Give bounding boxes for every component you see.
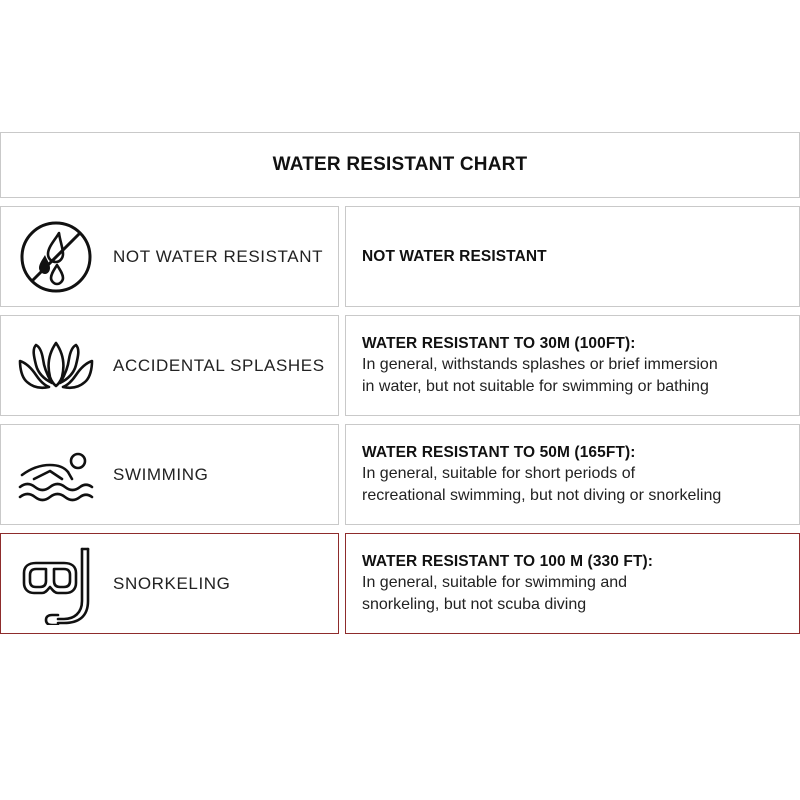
row-not-water-resistant-label-cell	[0, 206, 339, 307]
water-splash-icon	[13, 323, 99, 409]
snorkel-mask-icon	[13, 541, 99, 627]
row-swimming-info-cell	[345, 424, 800, 525]
row-description: In general, suitable for short periods of recreational swimming, but not diving or snorkeling	[362, 465, 722, 504]
row-description: In general, withstands splashes or brief immersion in water, but not suitable for swimming or bathing	[362, 356, 718, 395]
chart-title: WATER RESISTANT CHART	[272, 154, 528, 175]
row-label: SNORKELING	[113, 573, 231, 593]
row-heading: WATER RESISTANT TO 100 M (330 FT):	[362, 553, 654, 570]
row-description: In general, suitable for swimming and snorkeling, but not scuba diving	[362, 574, 628, 613]
row-heading: WATER RESISTANT TO 30M (100FT):	[362, 335, 636, 352]
row-swimming-label-cell	[0, 424, 339, 525]
row-label: SWIMMING	[113, 464, 209, 484]
no-water-drops-icon	[13, 214, 99, 300]
chart-title-box	[0, 132, 800, 198]
row-snorkeling-info-cell	[345, 533, 800, 634]
row-heading: NOT WATER RESISTANT	[362, 248, 547, 265]
row-heading: WATER RESISTANT TO 50M (165FT):	[362, 444, 636, 461]
row-accidental-splashes-info-cell	[345, 315, 800, 416]
row-not-water-resistant-info-cell	[345, 206, 800, 307]
row-accidental-splashes-label-cell	[0, 315, 339, 416]
swimmer-icon	[13, 432, 99, 518]
row-label: NOT WATER RESISTANT	[113, 246, 324, 266]
row-label: ACCIDENTAL SPLASHES	[113, 355, 325, 375]
row-snorkeling-label-cell	[0, 533, 339, 634]
